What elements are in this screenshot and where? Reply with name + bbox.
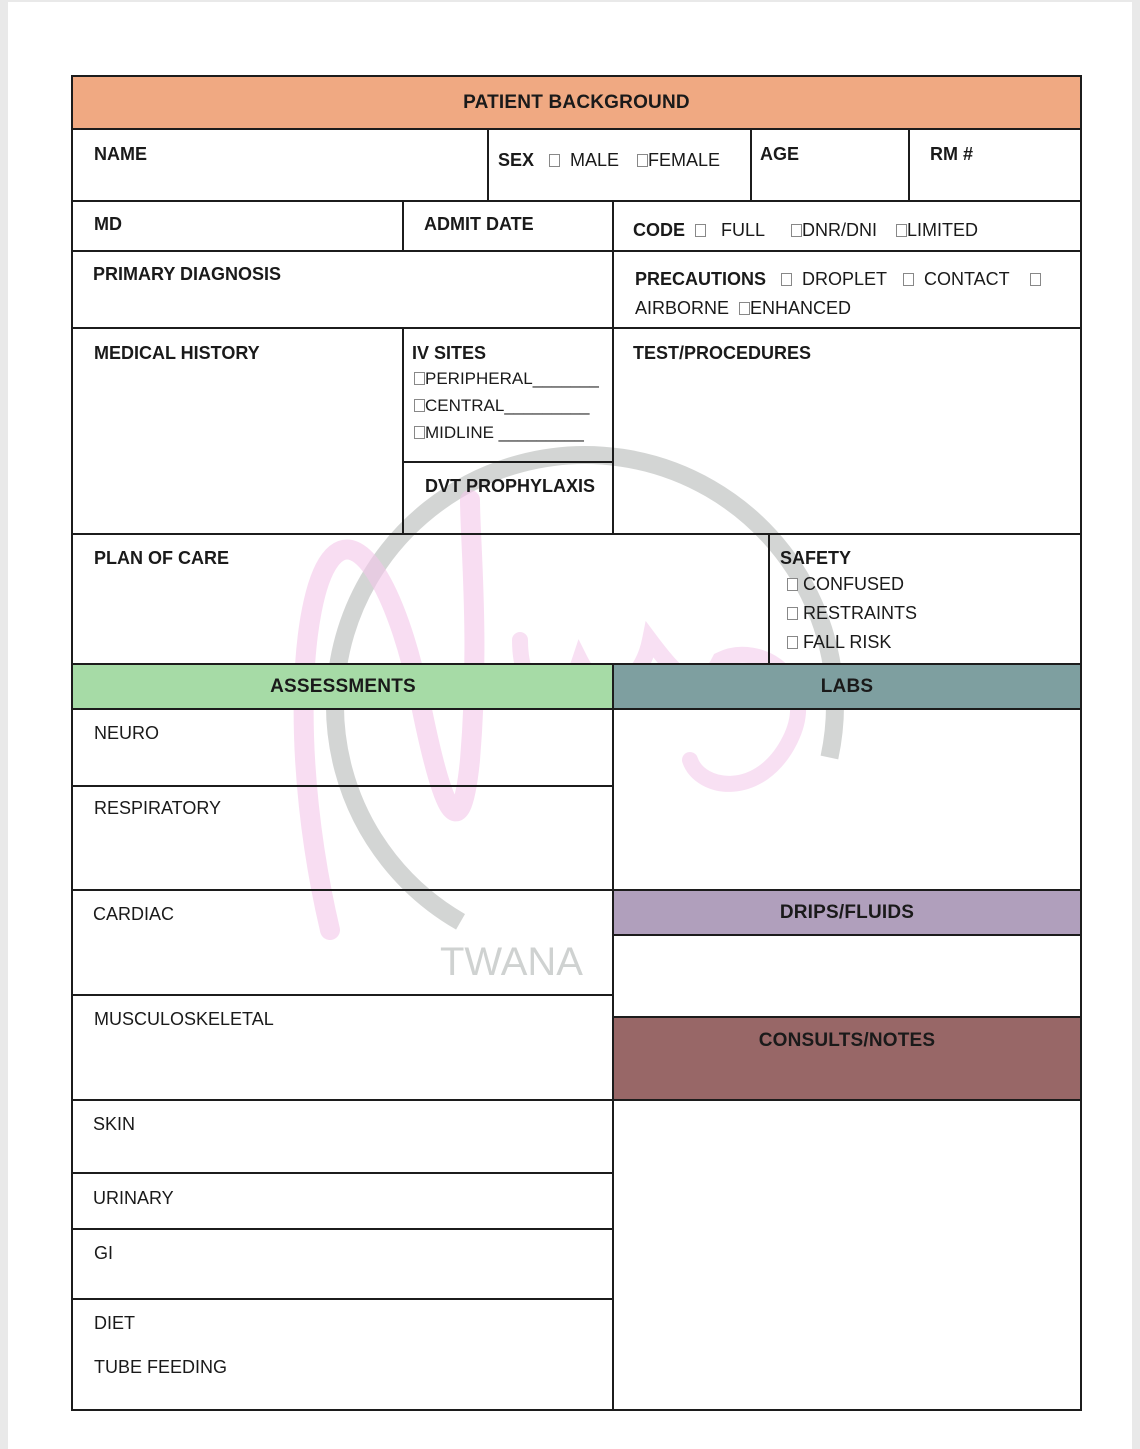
safety-option-fall-risk[interactable]: FALL RISK	[787, 632, 891, 653]
plan-of-care-label: PLAN OF CARE	[94, 548, 229, 568]
drips-fluids-header: DRIPS/FLUIDS	[614, 891, 1080, 934]
checkbox-icon[interactable]	[695, 224, 706, 237]
assessment-respiratory: RESPIRATORY	[94, 798, 222, 818]
safety-option-confused[interactable]: CONFUSED	[787, 574, 904, 595]
checkbox-icon[interactable]	[787, 578, 798, 591]
checkbox-icon[interactable]	[1030, 273, 1041, 286]
checkbox-icon[interactable]	[414, 426, 425, 439]
precaution-option-droplet[interactable]: DROPLET	[781, 269, 887, 290]
iv-option-central[interactable]: CENTRAL_________	[414, 396, 589, 416]
code-option-dnr[interactable]: DNR/DNI	[791, 220, 877, 241]
code-option-full[interactable]: FULL	[695, 220, 765, 241]
safety-label: SAFETY	[780, 548, 852, 568]
consults-notes-header: CONSULTS/NOTES	[614, 1018, 1080, 1099]
assessment-skin: SKIN	[93, 1114, 136, 1134]
patient-background-header: PATIENT BACKGROUND	[73, 77, 1080, 129]
primary-diagnosis-label: PRIMARY DIAGNOSIS	[93, 264, 282, 284]
md-label: MD	[94, 214, 122, 234]
medical-history-label: MEDICAL HISTORY	[94, 343, 260, 363]
assessment-gi: GI	[94, 1243, 114, 1263]
checkbox-icon[interactable]	[637, 154, 648, 167]
watermark-name: TWANA	[440, 940, 583, 984]
assessments-header: ASSESSMENTS	[73, 665, 613, 708]
checkbox-icon[interactable]	[781, 273, 792, 286]
checkbox-icon[interactable]	[787, 607, 798, 620]
rm-label: RM #	[930, 144, 974, 164]
sex-option-female[interactable]: FEMALE	[637, 150, 720, 171]
precaution-option-contact[interactable]: CONTACT	[903, 269, 1010, 290]
checkbox-icon[interactable]	[739, 302, 750, 315]
assessment-neuro: NEURO	[94, 723, 160, 743]
assessment-musculoskeletal: MUSCULOSKELETAL	[94, 1009, 274, 1029]
assessment-cardiac: CARDIAC	[93, 904, 175, 924]
safety-option-restraints[interactable]: RESTRAINTS	[787, 603, 917, 624]
sex-label: SEX	[498, 150, 535, 170]
assessment-tube-feeding: TUBE FEEDING	[94, 1357, 228, 1377]
dvt-prophylaxis-label: DVT PROPHYLAXIS	[425, 476, 596, 496]
assessment-diet: DIET	[94, 1313, 136, 1333]
checkbox-icon[interactable]	[791, 224, 802, 237]
checkbox-icon[interactable]	[549, 154, 560, 167]
iv-option-peripheral[interactable]: PERIPHERAL_______	[414, 369, 599, 389]
checkbox-icon[interactable]	[414, 372, 425, 385]
age-label: AGE	[760, 144, 800, 164]
checkbox-icon[interactable]	[903, 273, 914, 286]
checkbox-icon[interactable]	[787, 636, 798, 649]
iv-option-midline[interactable]: MIDLINE _________	[414, 423, 584, 443]
precaution-option-airborne: AIRBORNE	[635, 298, 730, 318]
assessment-urinary: URINARY	[93, 1188, 174, 1208]
admit-date-label: ADMIT DATE	[424, 214, 534, 234]
checkbox-icon[interactable]	[896, 224, 907, 237]
precaution-option-airborne-checkbox[interactable]	[1030, 269, 1041, 290]
checkbox-icon[interactable]	[414, 399, 425, 412]
labs-header: LABS	[614, 665, 1080, 708]
tests-procedures-label: TEST/PROCEDURES	[633, 343, 812, 363]
iv-sites-label: IV SITES	[412, 343, 487, 363]
precaution-option-enhanced[interactable]: ENHANCED	[739, 298, 851, 319]
sex-option-male[interactable]: MALE	[549, 150, 619, 171]
code-option-limited[interactable]: LIMITED	[896, 220, 978, 241]
name-label: NAME	[94, 144, 147, 164]
precautions-label: PRECAUTIONS	[635, 269, 767, 289]
code-label: CODE	[633, 220, 686, 240]
